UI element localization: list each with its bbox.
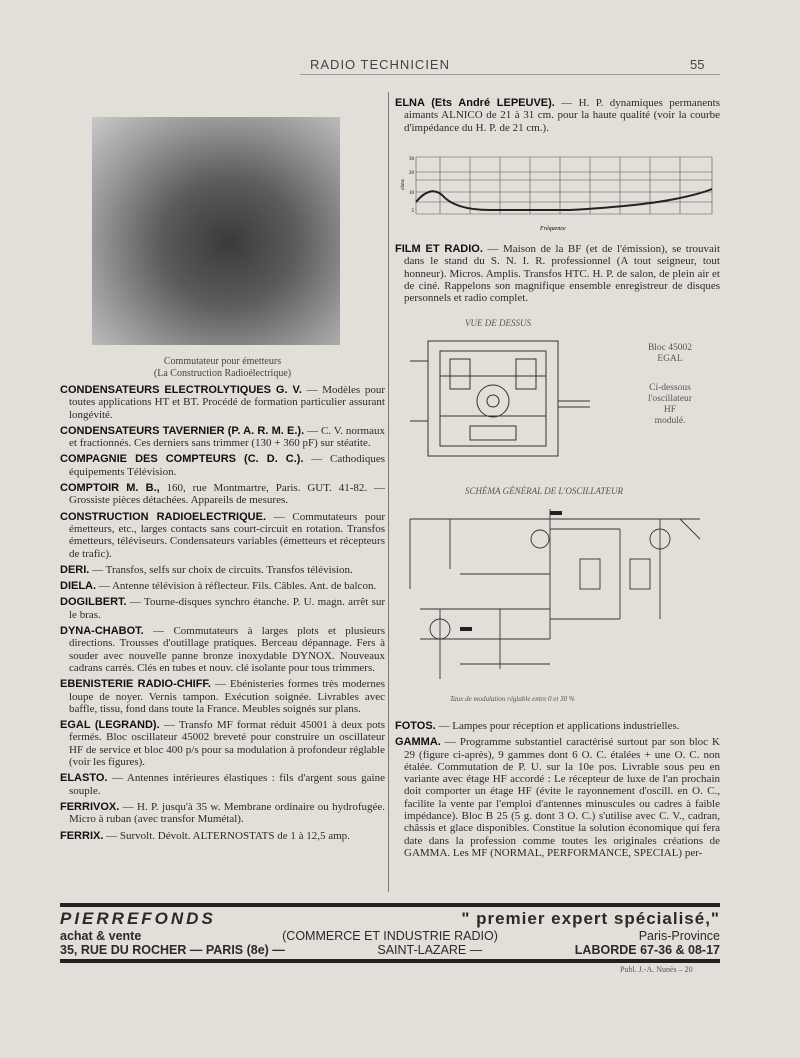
directory-entry — [395, 736, 720, 859]
caption-line: HF — [663, 405, 677, 415]
directory-entry — [60, 719, 385, 768]
entry-description: — Transfo MF format réduit 45001 à deux pots fermés. Bloc oscillateur 45002 breveté pour construire un oscillateur HF de service et bloc 400 p/s pour sa modulation à profondeur réglable (voir les figures). — [69, 719, 385, 769]
directory-entry — [60, 511, 385, 560]
ad-text: (COMMERCE ET INDUSTRIE RADIO) — [282, 929, 498, 943]
entry-description: — Modèles pour toutes applications HT et BT. Procédé de formation particulier assurant longévité. — [69, 384, 385, 421]
right-entry-elna — [395, 97, 720, 138]
caption-line: modulé. — [654, 416, 686, 426]
ad-address: 35, RUE DU ROCHER — PARIS (8e) — — [60, 943, 285, 957]
entry-company-name: DOGILBERT. — [60, 596, 127, 609]
right-entry-film-radio — [395, 243, 720, 308]
directory-entry — [60, 564, 385, 576]
ad-phone: LABORDE 67-36 & 08-17 — [574, 943, 720, 957]
entry-company-name: DYNA-CHABOT. — [60, 625, 144, 638]
y-tick: 20 — [409, 171, 414, 176]
x-axis-label: Fréquence — [540, 226, 566, 232]
directory-entry — [60, 801, 385, 826]
directory-entry — [60, 425, 385, 450]
entry-description: — Commutateurs à larges plots et plusieurs directions. Trousses d'outillage pratiques. Berceau dépannage. Fers à souder avec nouvelle panne bronze inoxydable DYNOX. Nouveaux cadrans carrés. Clés en tubes et nouv. clé isolante pour tous trimmers. — [69, 625, 385, 674]
ad-slogan: " premier expert spécialisé," — [461, 909, 720, 928]
entry-description: — Tourne-disques synchro étanche. P. U. magn. arrêt sur le bras. — [69, 596, 385, 621]
entry-company-name: FILM ET RADIO. — [395, 243, 483, 255]
directory-entry — [395, 720, 720, 732]
entry-company-name: CONDENSATEURS TAVERNIER (P. A. R. M. E.). — [60, 424, 305, 437]
entry-company-name: COMPTOIR M. B., — [60, 482, 160, 495]
running-header: RADIO TECHNICIEN — [310, 57, 450, 72]
column-divider — [388, 92, 389, 892]
caption-line: l'oscillateur — [648, 394, 692, 404]
header-rule — [300, 74, 720, 75]
top-view-side-caption — [630, 343, 710, 427]
caption-line: Ci-dessous — [649, 383, 691, 393]
directory-entry — [60, 830, 385, 842]
entry-company-name: ELNA (Ets André LEPEUVE). — [395, 97, 555, 109]
photo-caption — [60, 356, 385, 380]
directory-entry — [60, 772, 385, 797]
y-tick: 30 — [409, 157, 414, 162]
entry-company-name: DERI. — [60, 563, 90, 576]
entry-company-name: COMPAGNIE DES COMPTEURS (C. D. C.). — [60, 453, 304, 466]
y-tick: 5 — [411, 209, 414, 214]
entry-description: 160, rue Montmartre, Paris. GUT. 41-82. — Grossiste pièces détachées. Appareils de mesures. — [69, 482, 385, 507]
y-axis-label: ohms — [401, 179, 406, 190]
directory-entry — [60, 482, 385, 507]
entry-company-name: CONSTRUCTION RADIOELECTRIQUE. — [60, 510, 266, 523]
directory-entry — [60, 453, 385, 478]
caption-line: Bloc 45002 — [647, 343, 693, 353]
directory-entry — [395, 97, 720, 134]
directory-entry — [395, 243, 720, 304]
left-column — [60, 384, 385, 846]
entry-description: — Programme substantiel caractérisé surtout par son bloc K 29 (figure ci-après), 9 gammes dont 6 O. C. étalées + une O. C. non étalée. Commutation de P. U. sur la 10e pos. Livrable sous peu en variante avec étage HF accordé : Le récepteur de luxe de l'an prochain doit comporter un étage HF (évite le rayonnement d'oscill. en O. C., facilite la vente par l'emploi d'antennes minuscules ou cadres à faible impédance). Bloc B 25 (5 g. dont 3 O. C.) s'utilise avec C. V., cadran, châssis et glace disponibles. Constitue la solution économique qui fera date dans la profession comme toutes les originales créations de GAMMA. Les MF (NORMAL, PERFORMANCE, SPECIAL) per- — [404, 736, 720, 859]
directory-entry — [60, 384, 385, 421]
entry-company-name: CONDENSATEURS ELECTROLYTIQUES G. V. — [60, 384, 302, 396]
entry-description: — C. V. normaux et fractionnés. Ces derniers sans trimmer (130 + 360 pF) sur stéatite. — [69, 424, 385, 450]
directory-entry — [60, 625, 385, 674]
entry-company-name: EBENISTERIE RADIO-CHIFF. — [60, 678, 211, 691]
entry-description: — Survolt. Dévolt. ALTERNOSTATS de 1 à 12,5 amp. — [103, 829, 350, 842]
entry-company-name: EGAL (LEGRAND). — [60, 719, 160, 732]
ad-text: Paris-Province — [638, 929, 720, 943]
caption-line: (La Construction Radioélectrique) — [153, 368, 292, 379]
entry-description: — Commutateurs pour émetteurs, etc., larges contacts sans court-circuit en rotation. Transfos émetteurs, téléviseurs. Condensateurs variables (émetteurs et récepteurs de trafic). — [69, 510, 385, 560]
right-column-lower — [395, 720, 720, 863]
directory-entry — [60, 580, 385, 592]
entry-description: — Transfos, selfs sur choix de circuits. Transfos télévision. — [89, 563, 353, 576]
ad-text: achat & vente — [60, 929, 142, 943]
ad-brand: PIERREFONDS — [60, 909, 216, 928]
schematic-title: SCHÉMA GÉNÉRAL DE L'OSCILLATEUR — [465, 486, 624, 496]
entry-description: — H. P. jusqu'à 35 w. Membrane ordinaire ou hydrofugée. Micro à ruban (avec transfor Mumétal). — [69, 800, 385, 826]
ad-line-1 — [60, 909, 720, 929]
oscillator-schematic — [400, 499, 720, 694]
entry-description: — H. P. dynamiques permanents aimants ALNICO de 21 à 31 cm. pour la haute qualité (voir la courbe d'impédance du H. P. de 21 cm.). — [404, 97, 720, 134]
entry-company-name: FERRIX. — [60, 829, 104, 842]
entry-company-name: FOTOS. — [395, 720, 436, 732]
commutator-photo — [92, 117, 340, 345]
caption-line: Commutateur pour émetteurs — [163, 356, 282, 367]
oscillator-block-top-view — [410, 331, 590, 466]
top-view-title: VUE DE DESSUS — [465, 318, 531, 328]
entry-company-name: FERRIVOX. — [60, 800, 120, 813]
entry-company-name: GAMMA. — [395, 736, 441, 749]
entry-description: — Antenne télévision à réflecteur. Fils. Câbles. Ant. de balcon. — [96, 580, 377, 593]
ad-line-3 — [60, 943, 720, 957]
impedance-curve-chart — [400, 152, 720, 237]
ad-publisher-credit: Publ. J.-A. Nunès – 20 — [620, 965, 693, 974]
entry-company-name: ELASTO. — [60, 772, 108, 785]
entry-description: — Ebénisteries formes très modernes loupe de noyer. Vernis tampon. Exécution soignée. Livrables avec baffle, tissu, fond dans toute la France. Meubles soignés sur plans. — [69, 678, 386, 715]
caption-line: EGAL — [657, 354, 683, 364]
page-number: 55 — [690, 57, 705, 72]
y-tick: 10 — [409, 191, 414, 196]
ad-station: SAINT-LAZARE — — [377, 943, 483, 957]
directory-entry — [60, 678, 385, 715]
entry-description: — Maison de la BF (et de l'émission), se trouvait dans le stand du S. N. I. R. professionnel (A tout seigneur, tout honneur). Micros. Amplis. Transfos HTC. H. P. de salon, de plein air et de ciné. Rappelons son magnifique ensemble enregistreur de disques personnels et radio complet. — [404, 243, 720, 305]
schematic-caption: Taux de modulation réglable entre 0 et 30 % — [450, 695, 575, 703]
ad-line-2 — [60, 929, 720, 943]
directory-entry — [60, 596, 385, 621]
entry-description: — Cathodiques équipements Télévision. — [69, 453, 385, 478]
pierrefonds-advertisement — [60, 903, 720, 963]
entry-description: — Lampes pour réception et applications industrielles. — [435, 720, 680, 732]
entry-company-name: DIELA. — [60, 580, 97, 593]
entry-description: — Antennes intérieures élastiques : fils d'argent sous gaine souple. — [69, 772, 385, 797]
